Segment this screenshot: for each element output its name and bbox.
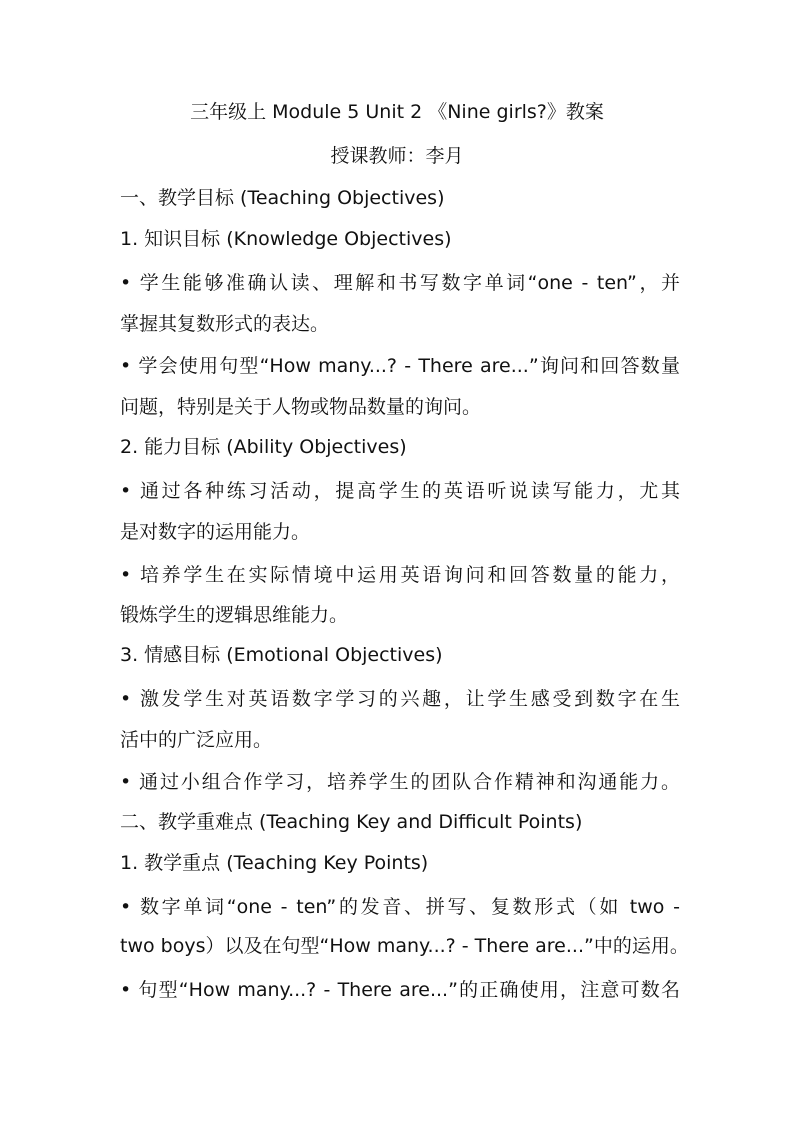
section-heading-objectives: 一、教学目标 (Teaching Objectives) — [120, 187, 445, 209]
teacher-line: 授课教师：李月 — [330, 145, 464, 167]
paragraph-line: 问题，特别是关于人物或物品数量的询问。 — [120, 396, 482, 418]
paragraph-line: 掌握其复数形式的表达。 — [120, 313, 330, 335]
paragraph-line: two boys）以及在句型“How many...? - There are...”中的运用。 — [120, 935, 689, 957]
paragraph-line: 活中的广泛应用。 — [120, 729, 273, 751]
subheading-emotional: 3. 情感目标 (Emotional Objectives) — [120, 644, 443, 666]
paragraph-line: 是对数字的运用能力。 — [120, 521, 311, 543]
paragraph-line: 锻炼学生的逻辑思维能力。 — [120, 604, 349, 626]
subheading-teaching-key-points: 1. 教学重点 (Teaching Key Points) — [120, 852, 429, 874]
section-heading-key-points: 二、教学重难点 (Teaching Key and Difficult Points) — [120, 811, 583, 833]
paragraph-line: • 通过小组合作学习，培养学生的团队合作精神和沟通能力。 — [120, 771, 680, 793]
paragraph-line: • 激发学生对英语数字学习的兴趣，让学生感受到数字在生 — [120, 688, 680, 710]
subheading-knowledge: 1. 知识目标 (Knowledge Objectives) — [120, 228, 452, 250]
paragraph-line: • 学生能够准确认读、理解和书写数字单词“one - ten”，并 — [120, 272, 680, 294]
paragraph-line: • 数字单词“one - ten”的发音、拼写、复数形式（如 two - — [120, 896, 680, 918]
paragraph-line: • 培养学生在实际情境中运用英语询问和回答数量的能力， — [120, 564, 680, 586]
paragraph-line: • 句型“How many...? - There are...”的正确使用，注意可数名 — [120, 979, 680, 1001]
subheading-ability: 2. 能力目标 (Ability Objectives) — [120, 436, 407, 458]
document-title: 三年级上 Module 5 Unit 2 《Nine girls?》教案 — [190, 101, 604, 123]
paragraph-line: • 通过各种练习活动，提高学生的英语听说读写能力，尤其 — [120, 480, 680, 502]
paragraph-line: • 学会使用句型“How many...? - There are...”询问和回答数量 — [120, 355, 680, 377]
